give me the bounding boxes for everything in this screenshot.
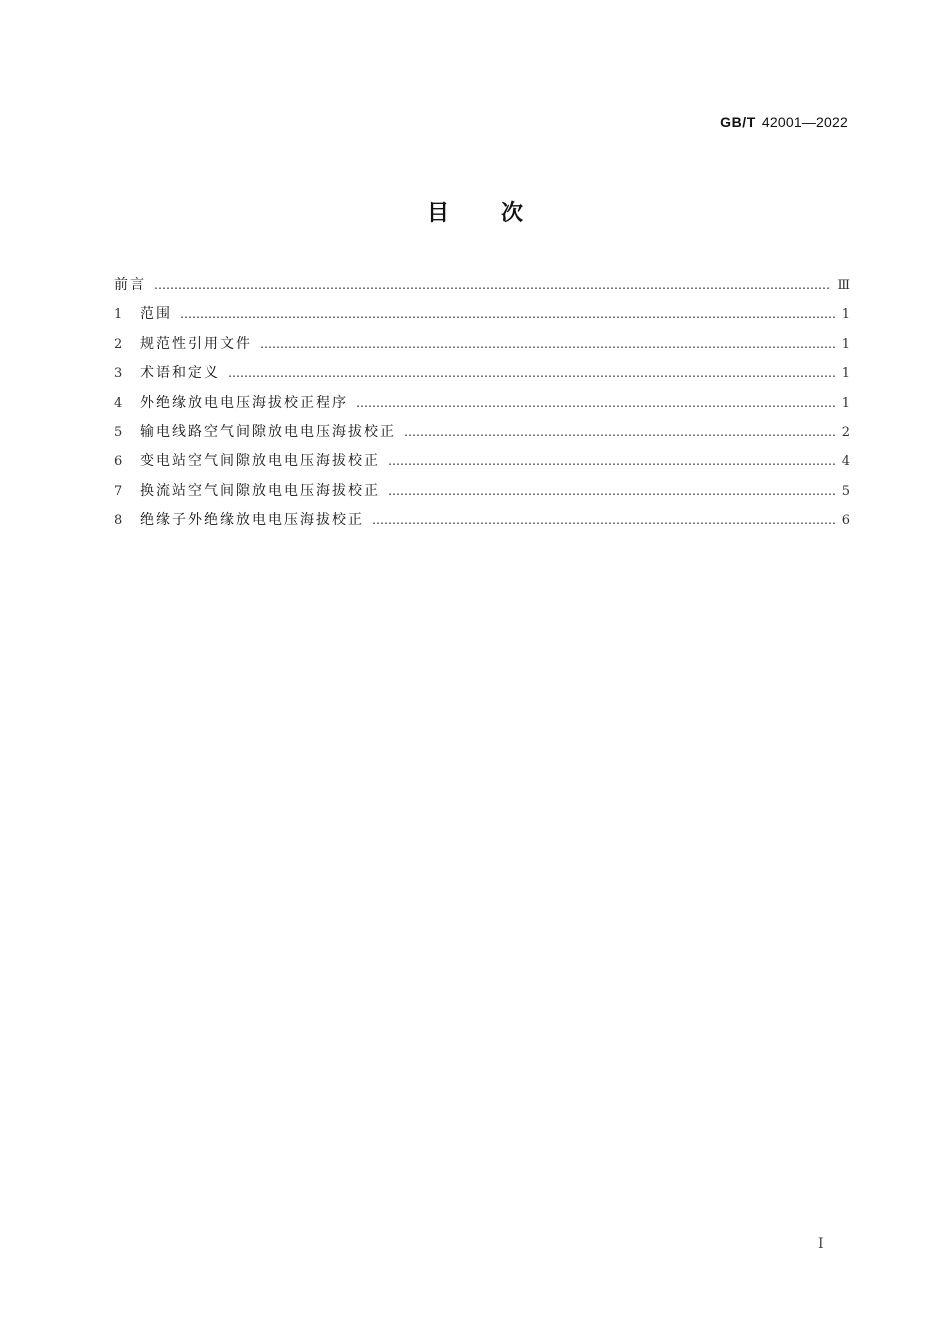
toc-entry-8[interactable] [114, 509, 850, 538]
standard-identifier [720, 114, 848, 130]
toc-entry-number: 1 [114, 307, 123, 323]
toc-leader-dots [388, 454, 836, 468]
toc-entry-number: 5 [114, 424, 123, 440]
toc-entry-title: 术语和定义 [140, 365, 220, 382]
toc-entry-5[interactable] [114, 421, 850, 450]
toc-entry-page: 5 [841, 483, 850, 499]
toc-entry-number: 4 [114, 395, 123, 411]
toc-entry-number: 8 [114, 513, 123, 529]
page-folio: Ⅰ [818, 1236, 824, 1252]
toc-entry-number: 3 [114, 366, 123, 382]
toc-entry-title: 外绝缘放电电压海拔校正程序 [140, 394, 348, 411]
toc-leader-dots [180, 307, 836, 321]
toc-entry-number: 6 [114, 454, 123, 470]
toc-entry-title: 范围 [140, 306, 172, 323]
toc-entry-title: 前言 [114, 277, 146, 293]
toc-entry-page: 6 [841, 513, 850, 529]
toc-entry-7[interactable] [114, 480, 850, 509]
toc-entry-page: Ⅲ [837, 278, 850, 293]
standard-number: 42001—2022 [761, 114, 848, 130]
standard-code: GB/T [720, 114, 756, 130]
toc-entry-3[interactable] [114, 362, 850, 391]
toc-entry-title: 变电站空气间隙放电电压海拔校正 [140, 453, 380, 470]
toc-entry-title: 规范性引用文件 [140, 335, 252, 352]
toc-entry-title: 换流站空气间隙放电电压海拔校正 [140, 482, 380, 499]
toc-entry-page: 1 [841, 307, 850, 323]
toc-leader-dots [356, 396, 836, 410]
toc-leader-dots [388, 484, 836, 498]
toc-entry-page: 2 [841, 424, 850, 440]
toc-leader-dots [228, 366, 836, 380]
toc-entry-2[interactable] [114, 333, 850, 362]
toc-entry-page: 1 [841, 366, 850, 382]
toc-entry-page: 4 [841, 454, 850, 470]
toc-entry-title: 输电线路空气间隙放电电压海拔校正 [140, 423, 396, 440]
toc-entry-number: 7 [114, 483, 123, 499]
toc-entry-foreword[interactable] [114, 274, 850, 303]
toc-entry-1[interactable] [114, 303, 850, 332]
table-of-contents [114, 274, 850, 539]
toc-leader-dots [372, 513, 836, 527]
toc-entry-6[interactable] [114, 450, 850, 479]
toc-entry-page: 1 [841, 336, 850, 352]
toc-entry-page: 1 [841, 395, 850, 411]
toc-entry-number: 2 [114, 336, 123, 352]
toc-leader-dots [404, 425, 836, 439]
toc-title: 目次 [426, 201, 575, 226]
toc-entry-4[interactable] [114, 392, 850, 421]
toc-leader-dots [260, 337, 836, 351]
toc-leader-dots [154, 278, 831, 292]
toc-entry-title: 绝缘子外绝缘放电电压海拔校正 [140, 512, 364, 529]
